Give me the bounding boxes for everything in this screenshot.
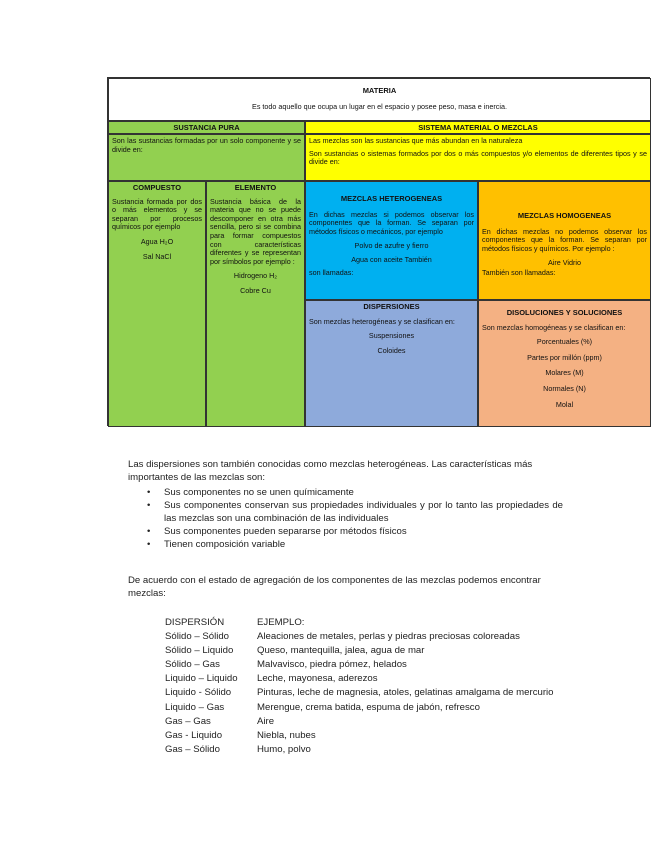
dispersiones-cell: [305, 300, 478, 427]
table-row: Liquido – Liquido Leche, mayonesa, aderezos: [165, 673, 378, 685]
disoluciones-text: Son mezclas homogéneas y se clasifican en:: [482, 322, 626, 332]
table-row: Sólido – Liquido Queso, mantequilla, jalea, agua de mar: [165, 645, 425, 657]
heterogeneas-example-2: Agua con aceite También: [351, 254, 432, 264]
sustancia-pura-header: SUSTANCIA PURA: [108, 121, 305, 134]
elemento-text: Sustancia básica de la materia que no se puede descomponer en otra más sencilla, pero si se combina para formar compuestos con características diferentes y se representan por símbolos por ejemplo :: [210, 196, 301, 266]
dispersiones-title: DISPERSIONES: [363, 302, 420, 311]
sistema-material-header: SISTEMA MATERIAL O MEZCLAS: [305, 121, 651, 134]
table-header: DISPERSIÓN EJEMPLO:: [165, 617, 305, 628]
disoluciones-item: Partes por millón (ppm): [527, 352, 602, 362]
compuesto-text: Sustancia formada por dos o más elementos y se separan por procesos químicos por ejemplo: [112, 196, 202, 232]
table-row: Sólido – Sólido Aleaciones de metales, perlas y piedras preciosas coloreadas: [165, 631, 520, 643]
materia-title: MATERIA: [362, 86, 397, 95]
heterogeneas-tail: son llamadas:: [309, 267, 354, 277]
homogeneas-example: Aire Vidrio: [547, 258, 582, 268]
compuesto-cell: [108, 181, 206, 427]
heterogeneas-title: MEZCLAS HETEROGENEAS: [340, 194, 443, 203]
heterogeneas-example-1: Polvo de azufre y fierro: [354, 241, 429, 251]
disoluciones-item: Normales (N): [543, 383, 586, 393]
table-row: Gas – Sólido Humo, polvo: [165, 743, 311, 755]
list-item: • Sus componentes pueden separarse por métodos físicos: [147, 526, 407, 537]
table-row: Liquido – Gas Merengue, crema batida, espuma de jabón, refresco: [165, 701, 480, 713]
materia-concept-chart: [107, 77, 650, 426]
materia-definition: Es todo aquello que ocupa un lugar en el espacio y posee peso, masa e inercia.: [252, 101, 507, 111]
bullet-icon: •: [147, 500, 151, 511]
table-row: Sólido – Gas Malvavisco, piedra pómez, helados: [165, 659, 407, 671]
table-row: Liquido - Sólido Pinturas, leche de magnesia, atoles, gelatinas amalgama de mercurio: [165, 687, 554, 699]
list-item: • Sus componentes conservan sus propiedades individuales y por lo tanto las propiedades de las mezclas son una combinación de las individuales: [147, 500, 563, 524]
mezclas-characteristics-list: [147, 486, 563, 551]
disoluciones-item: Molal: [555, 399, 574, 409]
list-item: • Tienen composición variable: [147, 539, 286, 550]
materia-cell: [108, 78, 651, 121]
homogeneas-tail: También son llamadas:: [482, 267, 556, 277]
dispersiones-text: Son mezclas heterogéneas y se clasifican en:: [309, 316, 455, 326]
elemento-cell: [206, 181, 305, 427]
homogeneas-text: En dichas mezclas no podemos observar los componentes que la forman. Se separan por métodos físicos y químicos. Por ejemplo :: [482, 226, 647, 253]
bullet-icon: •: [147, 526, 151, 537]
bullet-icon: •: [147, 539, 151, 550]
elemento-title: ELEMENTO: [234, 183, 277, 192]
disoluciones-cell: [478, 300, 651, 427]
dispersiones-example-2: Coloides: [377, 345, 406, 355]
disoluciones-title: DISOLUCIONES Y SOLUCIONES: [506, 308, 623, 317]
mezclas-homogeneas-cell: [478, 181, 651, 300]
elemento-example-1: Hidrogeno H₂: [233, 271, 278, 281]
table-row: Gas – Gas Aire: [165, 715, 275, 727]
homogeneas-title: MEZCLAS HOMOGENEAS: [517, 211, 612, 220]
mezclas-heterogeneas-cell: [305, 181, 478, 300]
dispersion-examples-table: [165, 616, 554, 757]
dispersiones-paragraph: Las dispersiones son también conocidas como mezclas heterogéneas. Las características más importantes de las mezclas son:: [128, 459, 533, 483]
sustancia-pura-text: Son las sustancias formadas por un solo componente y se divide en:: [108, 134, 305, 181]
elemento-example-2: Cobre Cu: [240, 285, 271, 295]
compuesto-example-2: Sal NaCl: [142, 251, 172, 261]
compuesto-example-1: Agua H₂O: [140, 236, 174, 246]
disoluciones-item: Molares (M): [545, 368, 584, 378]
sistema-material-text: Las mezclas son las sustancias que más abundan en la naturaleza Son sustancias o sistemas formados por dos o más compuestos y/o elementos de diferentes tipos y se divide en:: [305, 134, 651, 181]
dispersiones-example-1: Suspensiones: [368, 331, 415, 341]
estado-agregacion-paragraph: De acuerdo con el estado de agregación de los componentes de las mezclas podemos encontrar mezclas:: [128, 575, 541, 599]
disoluciones-item: Porcentuales (%): [536, 337, 593, 347]
list-item: • Sus componentes no se unen químicamente: [147, 487, 354, 498]
compuesto-title: COMPUESTO: [132, 183, 182, 192]
heterogeneas-text: En dichas mezclas si podemos observar los componentes que la forman. Se separan por métodos físicos o mecánicos, por ejemplo: [309, 209, 474, 236]
bullet-icon: •: [147, 487, 151, 498]
table-row: Gas - Liquido Niebla, nubes: [165, 729, 316, 741]
